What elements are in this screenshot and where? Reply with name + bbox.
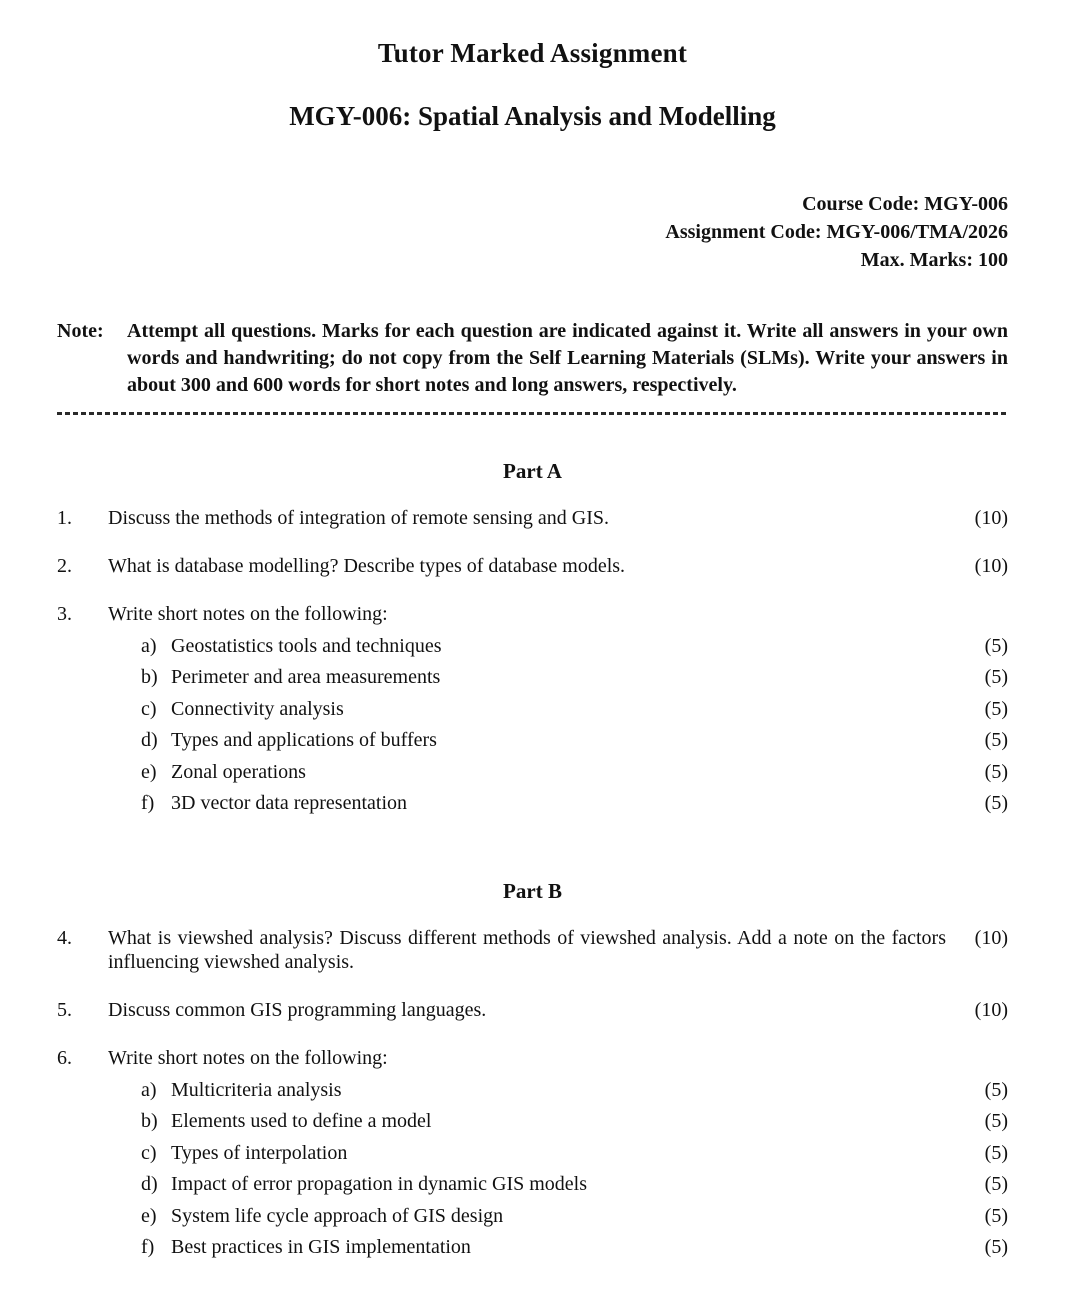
subitem-letter: e)	[141, 1204, 157, 1227]
question-marks: (10)	[974, 999, 1008, 1021]
subitem-marks: (5)	[984, 1204, 1008, 1227]
dashed-divider	[57, 412, 1008, 415]
question-row	[57, 506, 1008, 530]
subitem-letter: b)	[141, 1110, 158, 1132]
subitem-letter: d)	[141, 1173, 158, 1195]
subitem-row	[57, 1173, 1008, 1196]
question-text: Write short notes on the following:	[108, 1047, 388, 1069]
subitem-letter: f)	[141, 1236, 155, 1258]
subitem-text: System life cycle approach of GIS design	[171, 1204, 504, 1227]
subitem-text: Perimeter and area measurements	[171, 666, 441, 688]
subitem-letter: a)	[141, 634, 157, 657]
note-label: Note:	[57, 320, 104, 342]
question-marks: (10)	[974, 927, 1008, 949]
assignment-code: Assignment Code: MGY-006/TMA/2026	[665, 221, 1008, 243]
subitem-row	[57, 1205, 1008, 1228]
question-row	[57, 554, 1008, 578]
subitem-marks: (5)	[984, 1110, 1008, 1132]
subitem-row	[57, 666, 1008, 689]
subitem-text: Geostatistics tools and techniques	[171, 634, 442, 657]
part-a-questions	[57, 506, 1008, 815]
course-code: Course Code: MGY-006	[802, 193, 1008, 215]
question-number: 4.	[57, 927, 72, 949]
question-marks: (10)	[974, 555, 1008, 577]
subitem-letter: d)	[141, 729, 158, 751]
question-number: 6.	[57, 1047, 72, 1069]
subitem-text: Multicriteria analysis	[171, 1078, 342, 1101]
subitem-text: 3D vector data representation	[171, 792, 408, 814]
subitem-row	[57, 1236, 1008, 1259]
subitem-row	[57, 1142, 1008, 1165]
note-block	[57, 318, 1008, 399]
subitem-row	[57, 635, 1008, 658]
subitem-marks: (5)	[984, 634, 1008, 657]
subitem-row	[57, 761, 1008, 784]
question-number: 3.	[57, 603, 72, 625]
question-number: 2.	[57, 555, 72, 577]
subitem-row	[57, 729, 1008, 752]
subitem-letter: e)	[141, 760, 157, 783]
question-3-subitems	[57, 635, 1008, 816]
question-row	[57, 1046, 1008, 1070]
subitem-text: Types of interpolation	[171, 1141, 348, 1164]
subitem-text: Connectivity analysis	[171, 697, 344, 720]
section-heading-part-b: Part B	[503, 879, 562, 903]
subitem-marks: (5)	[984, 792, 1008, 814]
subitem-marks: (5)	[984, 666, 1008, 688]
subitem-marks: (5)	[984, 1236, 1008, 1258]
section-heading-part-a: Part A	[503, 459, 562, 483]
subitem-row	[57, 1079, 1008, 1102]
subitem-text: Zonal operations	[171, 760, 306, 783]
subitem-text: Best practices in GIS implementation	[171, 1236, 471, 1258]
question-text: What is viewshed analysis? Discuss different methods of viewshed analysis. Add a note on the factors influencing viewshed analysis.	[108, 927, 946, 973]
subitem-text: Elements used to define a model	[171, 1110, 432, 1132]
subitem-text: Types and applications of buffers	[171, 729, 437, 751]
subitem-letter: b)	[141, 666, 158, 688]
meta-block	[57, 190, 1008, 274]
question-number: 5.	[57, 999, 72, 1021]
subitem-row	[57, 1110, 1008, 1133]
subitem-text: Impact of error propagation in dynamic GIS models	[171, 1173, 587, 1195]
subitem-marks: (5)	[984, 1078, 1008, 1101]
question-number: 1.	[57, 507, 72, 529]
subitem-letter: f)	[141, 792, 155, 814]
subitem-letter: c)	[141, 1141, 157, 1164]
subitem-marks: (5)	[984, 1141, 1008, 1164]
question-row	[57, 602, 1008, 626]
subitem-letter: a)	[141, 1078, 157, 1101]
subitem-letter: c)	[141, 697, 157, 720]
course-title: MGY-006: Spatial Analysis and Modelling	[289, 101, 776, 131]
question-row	[57, 998, 1008, 1022]
max-marks: Max. Marks: 100	[860, 249, 1008, 271]
question-text: Discuss the methods of integration of remote sensing and GIS.	[108, 507, 610, 529]
subitem-marks: (5)	[984, 1173, 1008, 1195]
document-title: Tutor Marked Assignment	[377, 38, 688, 68]
part-b-questions	[57, 926, 1008, 1259]
subitem-marks: (5)	[984, 697, 1008, 720]
question-text: What is database modelling? Describe types of database models.	[108, 555, 626, 577]
subitem-row	[57, 792, 1008, 815]
question-text: Discuss common GIS programming languages.	[108, 999, 487, 1021]
question-marks: (10)	[974, 507, 1008, 529]
question-text: Write short notes on the following:	[108, 603, 388, 625]
question-row	[57, 926, 1008, 974]
subitem-row	[57, 698, 1008, 721]
subitem-marks: (5)	[984, 760, 1008, 783]
subitem-marks: (5)	[984, 729, 1008, 751]
question-6-subitems	[57, 1079, 1008, 1260]
note-text: Attempt all questions. Marks for each question are indicated against it. Write all answers in your own words and handwriting; do not copy from the Self Learning Materials (SLMs). Write your answers in about 300 and 600 words for short notes and long answers, respectively.	[127, 320, 1008, 396]
